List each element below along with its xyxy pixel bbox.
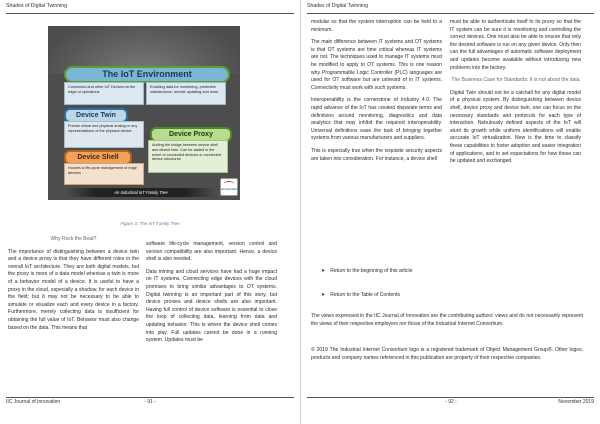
iic-logo: iiconsortium [220,178,238,196]
header-rule [6,13,294,14]
iot-devices-box: Connected and other IoT Devices at the edge of operations [64,82,144,105]
header-rule [307,13,594,14]
right-page [300,0,600,424]
journal-name-footer: IIC Journal of Innovation [6,399,61,405]
page-number-92: - 92 - [445,399,457,405]
iot-enabling-box: Enabling data for monitoring, predictive maintenance, remote updating and more [146,82,226,105]
footer-rule [307,397,594,398]
body-paragraph: modular so that the system interruption can be held to a minimum. [311,19,442,33]
device-proxy-desc: Adding the bridge between device shell and device twin. Can be added in the event of connected devices or connected device structures [148,140,228,173]
body-paragraph: Data mining and cloud services have had a huge impact on IT systems. Connecting edge devices with the cloud promises to bring similar advantages to OT systems. Digital twinning is an important part of this story, but device proxies and device shells are also important. Having full control of device software is essential to close the loop of collecting data, learning from data and updating behavior. This is where the device shell comes into play. Full updates cannot be done in a running system. Updates must be [146,268,277,344]
disclaimer-text: The views expressed in the IIC Journal of Innovation are the contributing authors' views and do not necessarily represent the views of their respective employers nor those of the Industrial Internet Consortium. [311,313,583,327]
device-shell-desc: Houses a life-cycle management of edge devices [64,163,144,185]
section-heading: The Business Case for Standards: It is not about the data [451,77,580,84]
page-number-91: - 91 - [144,399,156,405]
copyright-text: © 2019 The Industrial Internet Consortium logo is a registered trademark of Object Management Group®. Other logos, products and company names referenced in this publication are property of their respective companies. [311,347,583,361]
body-paragraph: software life-cycle management, version control and version compatibility are also important. Hence, a device shell is also needed. [146,241,277,263]
iot-family-tree-figure [48,26,240,200]
iot-environment-label: The IoT Environment [64,66,230,83]
return-to-toc-link[interactable]: ➤ Return to the Table of Contents [321,292,400,298]
body-paragraph: must be able to authenticate itself to its proxy so that the IT system can be sure it is monitoring and controlling the correct devices. One must also be able to ensure that only the desired software is run on any given device. Only then can the full advantages of automatic software deployment and updates become available without introducing new problems into the factory. [450,19,581,71]
body-paragraph: The main difference between IT systems and OT systems is that OT systems are time critical whereas IT systems are not. The techniques used to manage IT systems must be modified to apply to OT systems. This is one reason why Programmable Logic Controller (PLC) languages are used for OT software but are unheard of in IT systems. Connectivity must work with such systems. [311,39,442,91]
family-tree-banner: An Industrial IoT Family Tree [66,188,216,197]
device-proxy-label: Device Proxy [150,127,232,142]
left-page-column-1 [8,236,139,332]
running-header-left: Shades of Digital Twinning [6,3,68,9]
body-paragraph: The importance of distinguishing between a device twin and a device proxy is that they have different roles in the overall IoT architecture. They are both digital models, but the proxy is more of a data model whereas a twin is more of a behavior model of a device. It is useful to have a proxy in the cloud, especially a shadow, for each device in the field; but it may not be necessary to be able to simulate or visualize each and every device in a factory. Furthermore, merely collecting data is insufficient for obtaining the full value of IoT. Behavior must also change based on the data. This means that [8,248,139,331]
body-paragraph: Interoperability is the cornerstone of Industry 4.0. The rapid advance of the IoT has created disparate terms and definitions around monitoring, diagnostics and data analytics that may inhibit the required interoperability. Universal definitions ease the task of bringing together systems from various manufacturers and suppliers. [311,97,442,142]
device-shell-label: Device Shell [64,150,132,165]
return-to-article-link[interactable]: ➤ Return to the beginning of this article [321,268,413,274]
right-page-column-1 [311,19,442,163]
figure-caption: Figure 3: The IoT Family Tree [120,221,180,226]
body-paragraph: Digital Twin should not be a catchall for any digital model of a physical system. By distinguishing between device shell, device proxy and device twin, one can focus on the necessary standards and protocols for each type of interaction. Nebulously defined aspects of the IoT will stunt its growth while uniform identifications will enable accurate IoT virtualization. Now is the time to classify these capabilities to foster adoption and easier integration of applications, and to set expectations for how these can be updated and exchanged. [450,89,581,165]
section-heading: Why Rock the Boat? [50,236,97,242]
device-twin-label: Device Twin [64,108,128,123]
right-page-column-2 [450,19,581,166]
body-paragraph: This is especially true when the requisite security aspects are taken into consideration. For instance, a device shell [311,147,442,162]
running-header-right: Shades of Digital Twinning [307,3,369,9]
issue-date-footer: November 2019 [558,399,594,405]
arrow-right-icon: ➤ [321,292,326,298]
left-page-column-2 [146,241,277,345]
arrow-right-icon: ➤ [321,268,326,274]
footer-rule [6,397,294,398]
device-twin-desc: Private virtual and physical analog or any representations of the physical device [64,121,144,148]
